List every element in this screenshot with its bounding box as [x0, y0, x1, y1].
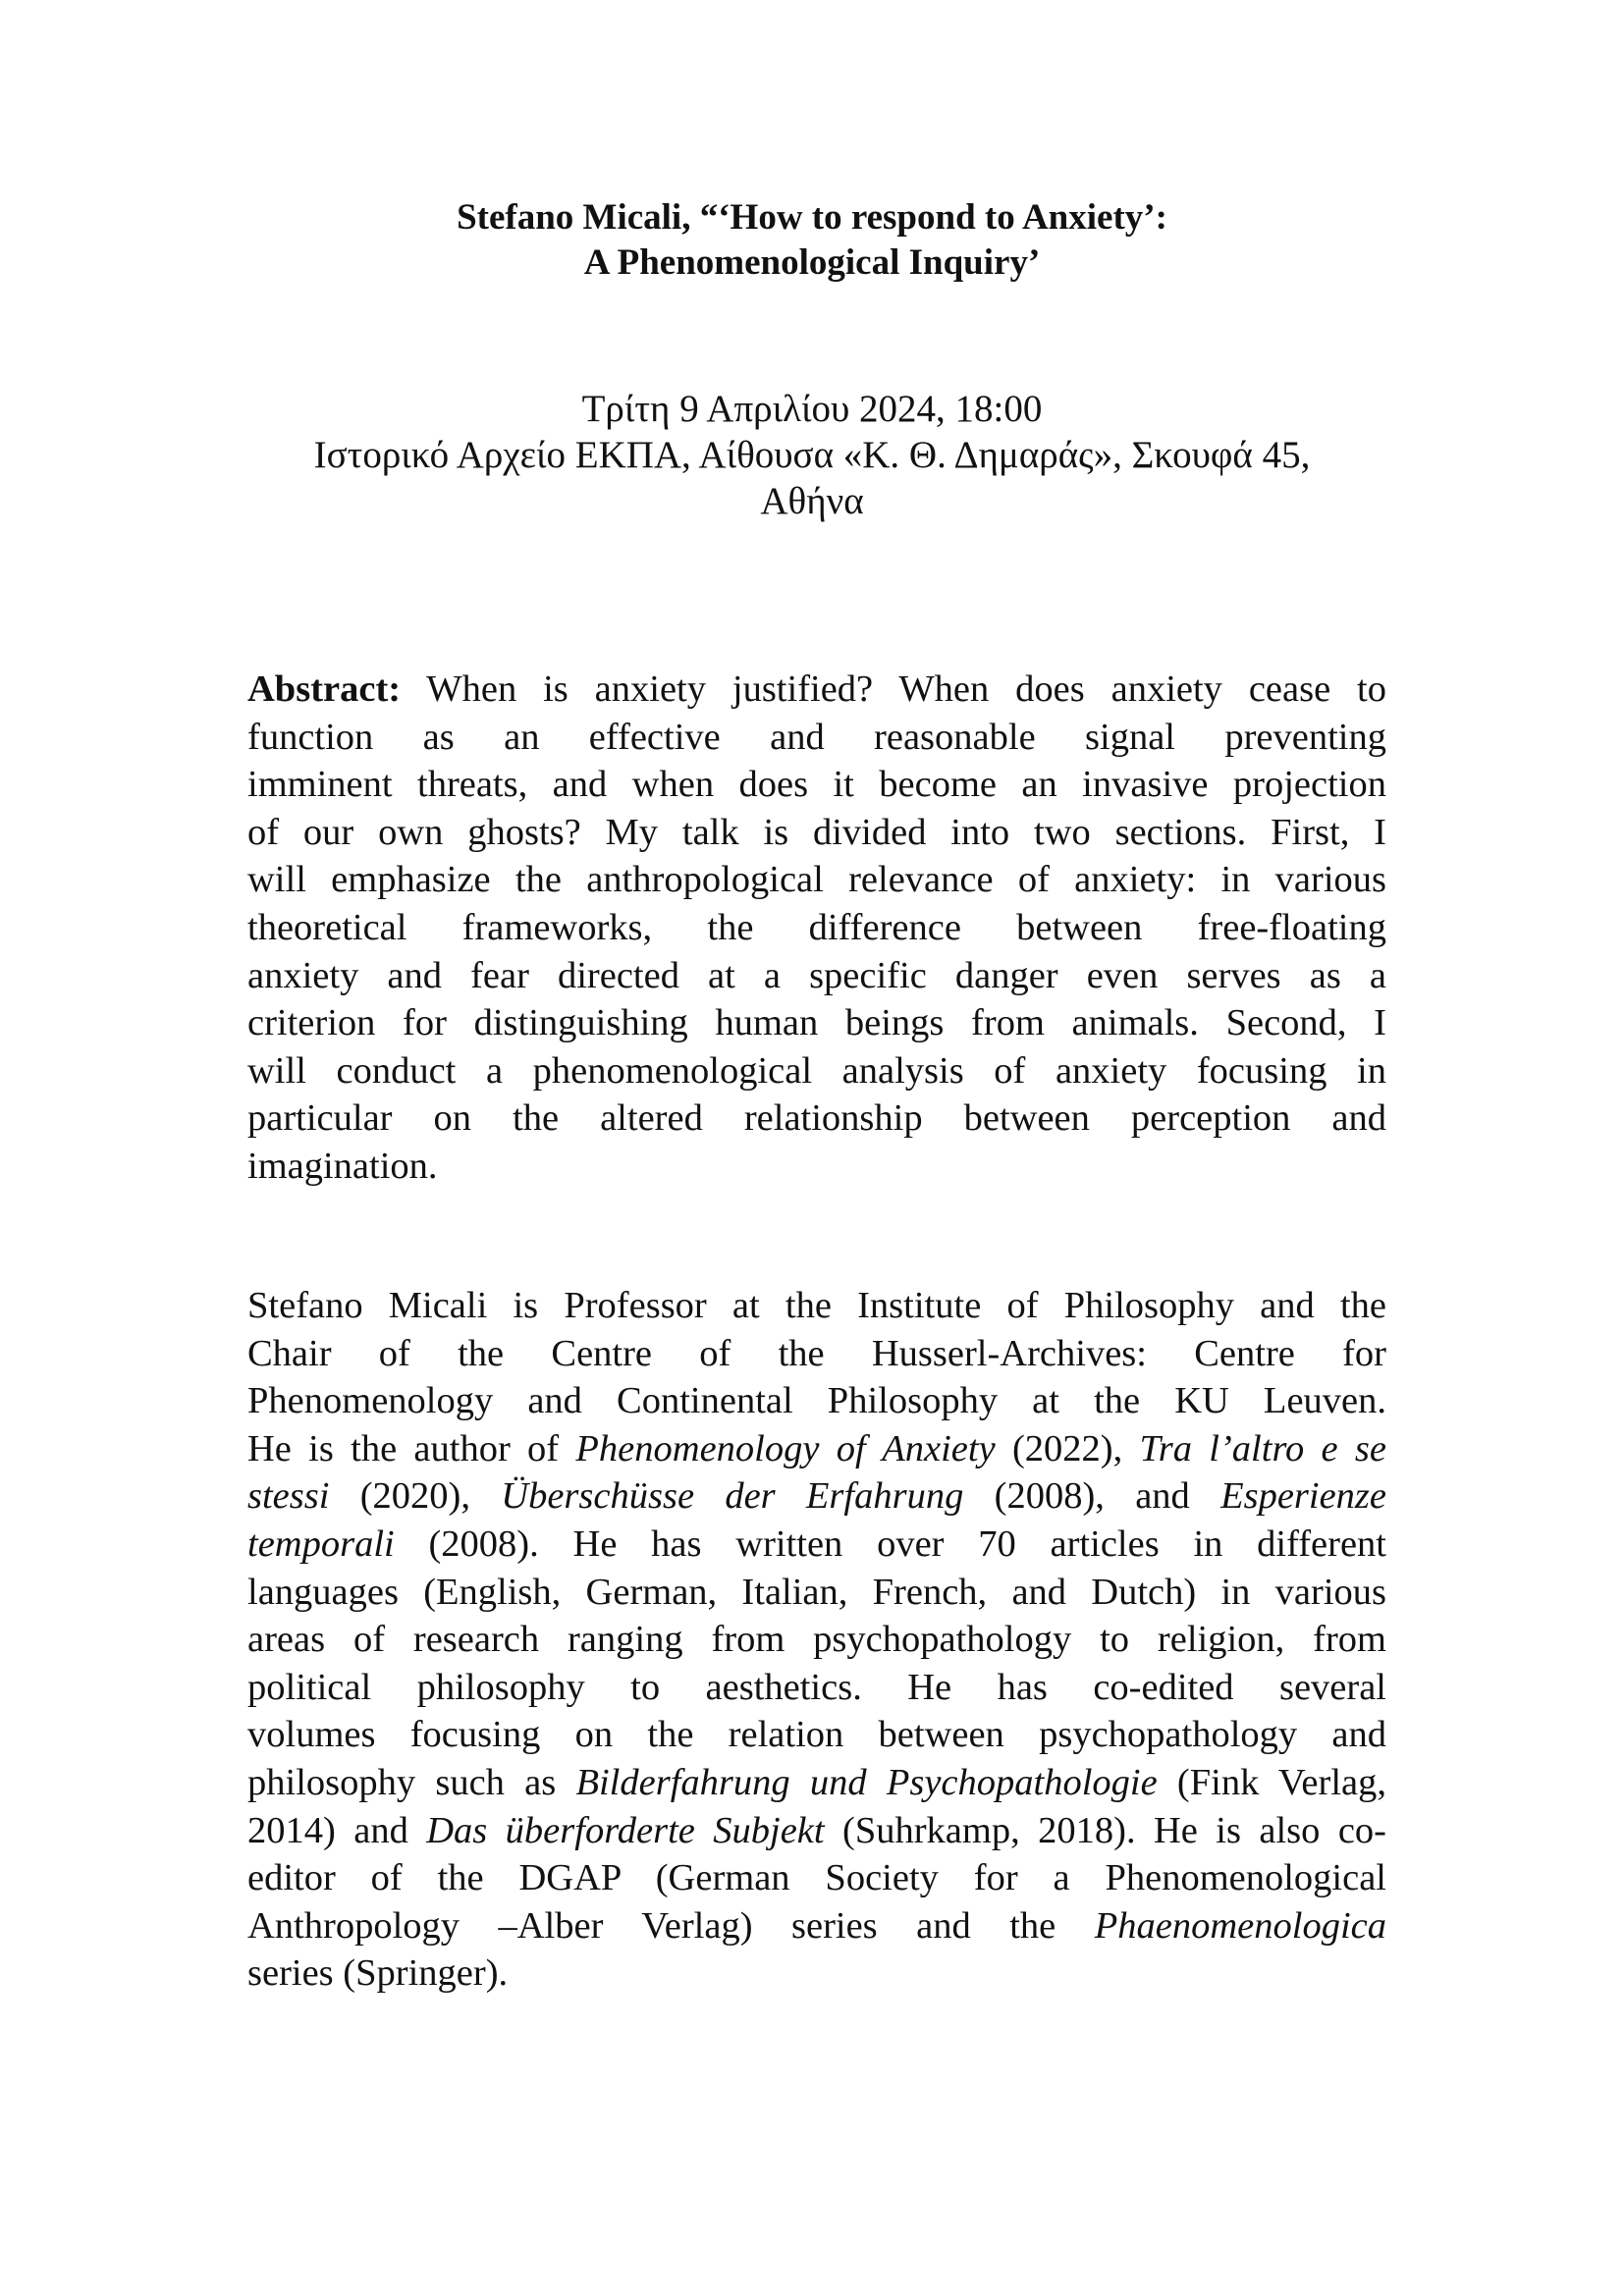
speaker-bio-paragraph: [247, 1282, 1386, 1998]
bio-line: stessi (2020), Überschüsse der Erfahrung (2008), and Esperienze: [247, 1475, 1387, 1518]
abstract-line: criterion for distinguishing human beings from animals. Second, I: [247, 1002, 1386, 1044]
title-line-1: Stefano Micali, “‘How to respond to Anxiety’:: [457, 197, 1167, 238]
abstract-line: function as an effective and reasonable signal preventing: [247, 716, 1386, 758]
abstract-line: anxiety and fear directed at a specific danger even serves as a: [247, 954, 1386, 996]
book-title: Phaenomenologica: [1094, 1904, 1386, 1947]
book-title: Überschüsse der Erfahrung: [501, 1475, 964, 1518]
abstract-line: imagination.: [247, 1145, 438, 1187]
talk-title: [196, 195, 1428, 286]
bio-line: editor of the DGAP (German Society for a Phenomenological: [247, 1857, 1386, 1899]
event-venue-line-2: Αθήνα: [760, 480, 864, 522]
bio-line: He is the author of Phenomenology of Anxiety (2022), Tra l’altro e se: [247, 1427, 1386, 1469]
event-venue-line-1: Ιστορικό Αρχείο ΕΚΠΑ, Αίθουσα «Κ. Θ. Δημαράς», Σκουφά 45,: [313, 434, 1311, 476]
abstract-line: will emphasize the anthropological relevance of anxiety: in various: [247, 859, 1386, 901]
title-line-2: A Phenomenological Inquiry’: [583, 242, 1041, 283]
bio-line: volumes focusing on the relation between psychopathology and: [247, 1714, 1386, 1756]
abstract-line: particular on the altered relationship between perception and: [247, 1097, 1386, 1140]
event-date: Τρίτη 9 Απριλίου 2024, 18:00: [581, 388, 1043, 430]
book-title: Phenomenology of Anxiety: [575, 1427, 996, 1469]
event-details: [196, 386, 1428, 524]
bio-line: areas of research ranging from psychopathology to religion, from: [247, 1619, 1386, 1661]
bio-line: Anthropology –Alber Verlag) series and the Phaenomenologica: [247, 1904, 1386, 1947]
abstract-line: of our own ghosts? My talk is divided into two sections. First, I: [247, 811, 1386, 853]
bio-line: philosophy such as Bilderfahrung und Psychopathologie (Fink Verlag,: [247, 1761, 1387, 1803]
abstract-label: Abstract:: [247, 668, 402, 710]
bio-line: 2014) and Das überforderte Subjekt (Suhrkamp, 2018). He is also co-: [247, 1809, 1386, 1851]
abstract-line: theoretical frameworks, the difference between free-floating: [247, 906, 1386, 948]
bio-line: political philosophy to aesthetics. He has co-edited several: [247, 1666, 1386, 1708]
book-title: Das überforderte Subjekt: [426, 1809, 825, 1851]
abstract-paragraph: [247, 666, 1386, 1191]
abstract-line: Abstract: When is anxiety justified? When does anxiety cease to: [247, 668, 1386, 710]
book-title: Bilderfahrung und Psychopathologie: [575, 1761, 1158, 1803]
bio-line: languages (English, German, Italian, French, and Dutch) in various: [247, 1571, 1386, 1613]
bio-line: temporali (2008). He has written over 70 articles in different: [247, 1522, 1386, 1565]
book-title: Esperienze: [1220, 1475, 1387, 1518]
book-title: Tra l’altro e se: [1139, 1427, 1386, 1469]
bio-line: Chair of the Centre of the Husserl-Archives: Centre for: [247, 1332, 1386, 1374]
book-title: temporali: [247, 1522, 395, 1565]
bio-line: Phenomenology and Continental Philosophy at the KU Leuven.: [247, 1380, 1386, 1422]
abstract-line: will conduct a phenomenological analysis of anxiety focusing in: [247, 1049, 1386, 1092]
abstract-line: imminent threats, and when does it become an invasive projection: [247, 764, 1386, 806]
bio-line: series (Springer).: [247, 1952, 509, 1995]
book-title: stessi: [247, 1475, 330, 1518]
bio-line: Stefano Micali is Professor at the Institute of Philosophy and the: [247, 1285, 1386, 1326]
